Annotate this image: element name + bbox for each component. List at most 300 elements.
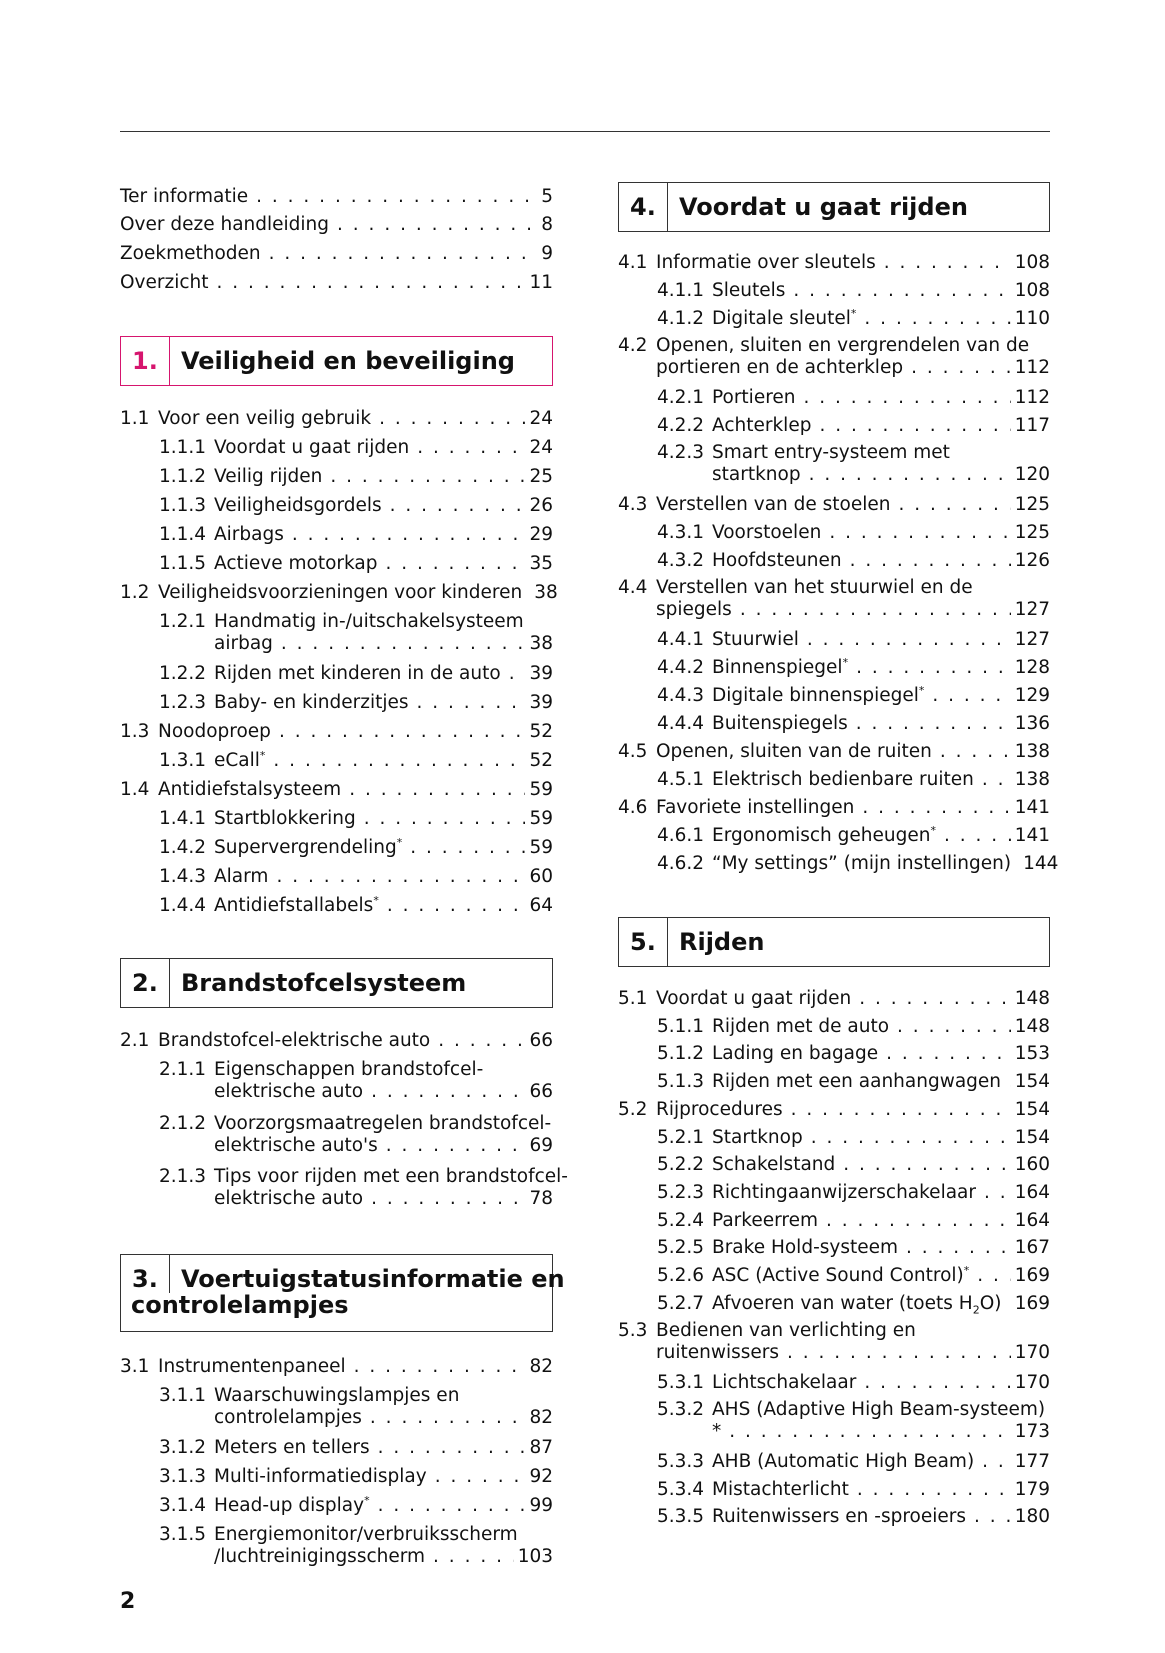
toc-entry-title: Ter informatie <box>120 186 249 207</box>
toc-entry-line <box>120 582 558 604</box>
toc-entry[interactable] <box>120 1466 553 1488</box>
toc-entry-page: 5 <box>541 186 553 207</box>
toc-entry-page: 127 <box>1014 629 1050 650</box>
toc-entry-page: 138 <box>1014 769 1050 790</box>
chapter-number: 4. <box>630 193 656 221</box>
toc-entry-title-text: Antidiefstallabels <box>214 895 374 916</box>
toc-entry-title-text: Alarm <box>214 866 269 887</box>
leader-dots <box>370 1495 526 1517</box>
toc-entry[interactable] <box>618 1127 1050 1149</box>
toc-entry-line <box>618 577 1050 599</box>
chapter-heading-3[interactable] <box>120 1254 565 1332</box>
toc-entry-number: 5.3.2 <box>657 1399 705 1420</box>
toc-entry[interactable] <box>618 1154 1050 1176</box>
toc-entry[interactable] <box>120 866 553 888</box>
toc-entry-title-cont: ruitenwissers <box>656 1342 780 1363</box>
toc-entry-page: 128 <box>1014 657 1050 678</box>
chapter-heading-5[interactable] <box>618 917 1050 967</box>
toc-entry-number: 5.2.5 <box>657 1237 705 1258</box>
toc-entry-title-text: Digitale binnenspiegel <box>712 685 919 706</box>
leader-dots <box>341 779 525 801</box>
leader-dots <box>268 866 525 888</box>
toc-entry-line <box>657 1016 1050 1038</box>
toc-entry-title-text: Handmatig in-/uitschakelsysteem <box>214 611 524 632</box>
toc-entry-line <box>120 1030 553 1052</box>
leader-dots <box>974 769 1011 791</box>
toc-entry[interactable] <box>618 741 1050 763</box>
toc-entry-number: 1.4 <box>120 779 150 800</box>
leader-dots <box>779 1342 1011 1364</box>
leader-dots <box>924 685 1010 707</box>
chapter-number: 2. <box>132 969 158 997</box>
toc-entry-title <box>712 769 974 791</box>
toc-entry-number: 5.3.4 <box>657 1479 705 1500</box>
toc-entry[interactable] <box>120 214 553 236</box>
toc-entry[interactable] <box>618 387 1050 409</box>
toc-entry-number: 4.1.1 <box>657 280 705 301</box>
toc-entry-number: 1.3.1 <box>159 750 207 771</box>
toc-entry-title <box>214 808 356 830</box>
toc-entry-page: 38 <box>534 582 558 603</box>
toc-entry-title <box>712 853 1011 875</box>
toc-entry-title <box>712 825 936 847</box>
toc-entry-title-text: Head-up display <box>214 1495 365 1516</box>
toc-entry-title-text: Smart entry-systeem met <box>712 442 950 463</box>
toc-entry-title-text: Multi-informatiedisplay <box>214 1466 427 1487</box>
leader-dots <box>261 243 538 265</box>
toc-entry-number: 4.2 <box>618 335 648 356</box>
toc-entry-title <box>712 1127 803 1149</box>
footnote-asterisk: * <box>850 306 857 320</box>
toc-entry-number: 1.4.4 <box>159 895 207 916</box>
leader-dots <box>854 797 1010 819</box>
toc-entry-title <box>214 837 402 859</box>
leader-dots <box>848 657 1011 679</box>
toc-entry-number: 4.3.1 <box>657 522 705 543</box>
leader-dots <box>377 553 525 575</box>
toc-entry-title <box>712 1154 835 1176</box>
chapter-number-cell <box>619 183 668 231</box>
footnote-asterisk: * <box>842 655 849 669</box>
leader-dots <box>932 741 1011 763</box>
toc-entry-title-text: Openen, sluiten van de ruiten <box>656 741 932 762</box>
toc-entry-title-cont: elektrische auto <box>214 1188 364 1209</box>
toc-entry[interactable] <box>618 685 1050 707</box>
toc-entry[interactable] <box>618 280 1050 302</box>
toc-entry-title-text: Actieve motorkap <box>214 553 378 574</box>
toc-entry-line <box>618 335 1050 357</box>
toc-entry-title <box>712 1071 1001 1093</box>
toc-entry-title <box>656 494 890 516</box>
toc-entry[interactable] <box>120 663 553 685</box>
toc-entry-title <box>158 1030 430 1052</box>
toc-entry[interactable] <box>618 1237 1050 1259</box>
toc-entry[interactable] <box>618 988 1050 1010</box>
leader-dots <box>821 522 1010 544</box>
leader-dots <box>378 1135 526 1157</box>
toc-entry[interactable] <box>618 769 1050 791</box>
leader-dots <box>732 599 1011 621</box>
toc-entry-number: 2.1 <box>120 1030 150 1051</box>
top-rule <box>120 131 1050 132</box>
leader-dots <box>976 1182 1011 1204</box>
toc-entry-page: 39 <box>529 692 553 713</box>
toc-entry[interactable] <box>120 1059 553 1103</box>
toc-entry-page: 69 <box>529 1135 553 1156</box>
toc-entry-title <box>656 1099 783 1121</box>
toc-entry[interactable] <box>618 1451 1050 1473</box>
toc-entry-title-text: Rijden met de auto <box>712 1016 890 1037</box>
toc-entry-page: 125 <box>1014 522 1050 543</box>
leader-dots <box>721 1421 1010 1443</box>
toc-entry[interactable] <box>618 713 1050 735</box>
leader-dots <box>501 663 526 685</box>
toc-entry[interactable] <box>618 1016 1050 1038</box>
toc-entry-number: 4.5 <box>618 741 648 762</box>
leader-dots <box>848 713 1011 735</box>
toc-entry-line <box>657 825 1050 847</box>
chapter-title <box>181 348 544 374</box>
toc-entry-page: 177 <box>1014 1451 1050 1472</box>
toc-entry-page: 127 <box>1014 599 1050 620</box>
chapter-heading-1[interactable] <box>120 336 553 386</box>
toc-entry[interactable] <box>120 466 553 488</box>
toc-entry[interactable] <box>120 1356 553 1378</box>
chapter-number-cell <box>121 337 170 385</box>
toc-entry-number: 3.1.4 <box>159 1495 207 1516</box>
toc-entry-title-text: Openen, sluiten en vergrendelen van de <box>656 335 1030 356</box>
toc-entry-title <box>158 408 371 430</box>
footnote-asterisk: * <box>373 893 379 907</box>
toc-entry-line <box>657 769 1050 791</box>
toc-entry-page: 59 <box>529 808 553 829</box>
leader-dots <box>409 437 525 459</box>
leader-dots <box>1001 1293 1010 1315</box>
toc-entry[interactable] <box>618 494 1050 516</box>
toc-entry-title-cont: spiegels <box>656 599 732 620</box>
leader-dots <box>363 1188 525 1210</box>
footnote-asterisk: * <box>396 835 403 849</box>
toc-entry[interactable] <box>120 1495 553 1517</box>
toc-entry-line <box>657 1182 1050 1204</box>
toc-entry-number: 1.2.2 <box>159 663 207 684</box>
toc-entry[interactable] <box>618 825 1050 847</box>
footnote-asterisk: * <box>963 1263 970 1277</box>
toc-entry-title <box>712 1265 969 1287</box>
toc-entry[interactable] <box>120 692 553 714</box>
toc-entry-title-text: Richtingaanwijzerschakelaar <box>712 1182 976 1203</box>
toc-entry-title <box>214 1113 551 1135</box>
toc-entry[interactable] <box>618 1043 1050 1065</box>
toc-entry-title-text: Brake Hold-systeem <box>712 1237 899 1258</box>
toc-entry-title: Over deze handleiding <box>120 214 330 235</box>
toc-entry[interactable] <box>120 779 553 801</box>
toc-entry-line <box>657 442 1050 464</box>
toc-entry[interactable] <box>618 1182 1050 1204</box>
leader-dots <box>936 825 1011 847</box>
leader-dots <box>1001 1071 1011 1093</box>
toc-entry-line <box>159 1059 553 1081</box>
toc-entry-title-tail: O) <box>979 1293 1002 1314</box>
toc-entry[interactable] <box>120 524 553 546</box>
chapter-heading-2[interactable] <box>120 958 553 1008</box>
toc-entry-title <box>214 663 501 685</box>
leader-dots <box>878 1043 1011 1065</box>
toc-entry-number: 1.3 <box>120 721 150 742</box>
toc-entry-page: 180 <box>1014 1506 1050 1527</box>
toc-entry-line <box>159 895 553 917</box>
leader-dots <box>425 1546 514 1568</box>
toc-entry-title <box>214 1166 568 1188</box>
toc-entry-title-text: Veiligheidsgordels <box>214 495 382 516</box>
subscript: 2 <box>972 1303 980 1317</box>
toc-entry[interactable] <box>120 1113 553 1157</box>
toc-entry-number: 1.1.2 <box>159 466 207 487</box>
footnote-asterisk: * <box>918 683 925 697</box>
toc-entry[interactable] <box>120 721 553 743</box>
toc-entry[interactable] <box>618 442 1050 486</box>
toc-entry-page: 82 <box>529 1356 553 1377</box>
toc-entry-title <box>712 550 842 572</box>
toc-entry[interactable] <box>618 308 1050 330</box>
toc-entry-line <box>618 741 1050 763</box>
toc-entry-number: 4.4.4 <box>657 713 705 734</box>
toc-entry-number: 3.1.3 <box>159 1466 207 1487</box>
leader-dots <box>889 1016 1011 1038</box>
toc-entry-number: 1.4.2 <box>159 837 207 858</box>
toc-entry[interactable] <box>618 1506 1050 1528</box>
leader-dots <box>851 988 1010 1010</box>
leader-dots <box>522 582 530 604</box>
toc-entry-title <box>656 335 1029 357</box>
toc-entry[interactable] <box>618 1210 1050 1232</box>
toc-entry-title-text: Afvoeren van water (toets H <box>712 1293 973 1314</box>
toc-entry-title-text: Rijden met kinderen in de auto <box>214 663 501 684</box>
toc-entry-title <box>214 866 268 888</box>
toc-entry-line <box>657 685 1050 707</box>
toc-entry-line <box>657 1043 1050 1065</box>
toc-entry[interactable] <box>120 437 553 459</box>
toc-entry-title <box>214 1466 427 1488</box>
toc-entry[interactable] <box>120 553 553 575</box>
toc-entry-number: 5.1.3 <box>657 1071 705 1092</box>
toc-entry-line <box>618 252 1050 274</box>
toc-entry[interactable] <box>120 408 553 430</box>
toc-entry-number: 1.1.1 <box>159 437 207 458</box>
toc-entry-line <box>159 611 553 633</box>
toc-entry-title-text: Supervergrendeling <box>214 837 397 858</box>
toc-entry-page: 92 <box>529 1466 553 1487</box>
toc-entry[interactable] <box>120 750 553 772</box>
toc-entry[interactable] <box>618 1099 1050 1121</box>
leader-dots <box>382 495 526 517</box>
toc-entry-line <box>120 186 553 208</box>
toc-entry-number: 5.2.3 <box>657 1182 705 1203</box>
toc-entry-page: 99 <box>529 1495 553 1516</box>
toc-entry[interactable] <box>120 611 553 655</box>
toc-entry-title: Overzicht <box>120 272 209 293</box>
toc-entry-title <box>712 1506 966 1528</box>
chapter-title <box>131 1265 565 1319</box>
toc-entry-title-text: Antidiefstalsysteem <box>158 779 342 800</box>
toc-entry[interactable] <box>618 335 1050 379</box>
toc-entry-title <box>712 442 950 464</box>
toc-entry[interactable] <box>618 1399 1050 1443</box>
toc-entry-line <box>657 1293 1050 1315</box>
toc-entry-line <box>618 599 1050 621</box>
toc-entry-number: 5.2 <box>618 1099 648 1120</box>
toc-entry[interactable] <box>618 853 1059 875</box>
toc-entry-page: 112 <box>1014 357 1050 378</box>
toc-entry-title <box>712 1016 889 1038</box>
toc-entry[interactable] <box>120 808 553 830</box>
toc-entry-number: 2.1.1 <box>159 1059 207 1080</box>
chapter-title-line: Voordat u gaat rijden <box>679 193 968 221</box>
toc-entry-title-cont: /luchtreinigingsscherm <box>214 1546 426 1567</box>
toc-entry-number: 4.3.2 <box>657 550 705 571</box>
toc-entry-page: 39 <box>529 663 553 684</box>
toc-entry-number: 1.2.1 <box>159 611 207 632</box>
toc-entry-number: 1.2.3 <box>159 692 207 713</box>
toc-entry[interactable] <box>120 186 553 208</box>
toc-entry-number: 3.1 <box>120 1356 150 1377</box>
toc-entry-number: 2.1.2 <box>159 1113 207 1134</box>
toc-entry-title-text: Stuurwiel <box>712 629 799 650</box>
toc-entry-title-text: Noodoproep <box>158 721 271 742</box>
toc-entry[interactable] <box>618 629 1050 651</box>
toc-entry-title-cont: airbag <box>214 633 273 654</box>
toc-entry[interactable] <box>618 797 1050 819</box>
toc-entry-title-cont: portieren en de achterklep <box>656 357 904 378</box>
toc-entry-title <box>214 495 382 517</box>
toc-entry[interactable] <box>618 522 1050 544</box>
toc-entry[interactable] <box>120 272 553 294</box>
chapter-title-line: controlelampjes <box>131 1291 349 1319</box>
toc-entry-page: 117 <box>1014 415 1050 436</box>
toc-entry-number: 4.5.1 <box>657 769 705 790</box>
toc-entry-title-text: Hoofdsteunen <box>712 550 842 571</box>
toc-entry-number: 3.1.1 <box>159 1385 207 1406</box>
toc-entry-title <box>656 577 973 599</box>
leader-dots <box>835 1154 1010 1176</box>
toc-entry-line <box>159 1437 553 1459</box>
toc-entry-title <box>656 988 851 1010</box>
leader-dots <box>346 1356 526 1378</box>
toc-entry-title-text: Binnenspiegel <box>712 657 843 678</box>
toc-entry-title <box>158 1356 346 1378</box>
toc-entry-number: 1.1.5 <box>159 553 207 574</box>
toc-entry[interactable] <box>120 837 553 859</box>
toc-entry-title-text: Eigenschappen brandstofcel- <box>214 1059 484 1080</box>
toc-entry[interactable] <box>120 1437 553 1459</box>
toc-entry-title-text: Bedienen van verlichting en <box>656 1320 916 1341</box>
toc-entry[interactable] <box>618 415 1050 437</box>
toc-entry-title <box>712 1293 1001 1315</box>
toc-entry[interactable] <box>618 1071 1050 1093</box>
leader-dots <box>969 1265 1010 1287</box>
toc-entry-page: 29 <box>529 524 553 545</box>
leader-dots <box>856 308 1010 330</box>
chapter-title-line: Veiligheid en beveiliging <box>181 347 515 375</box>
toc-entry-title-cont: elektrische auto <box>214 1081 364 1102</box>
toc-entry-page: 154 <box>1014 1127 1050 1148</box>
leader-dots <box>849 1479 1011 1501</box>
toc-entry-number: 5.3.3 <box>657 1451 705 1472</box>
toc-entry[interactable] <box>120 1030 553 1052</box>
toc-entry[interactable] <box>120 1385 553 1429</box>
toc-entry-line <box>657 1210 1050 1232</box>
toc-entry[interactable] <box>618 550 1050 572</box>
chapter-title <box>679 194 1041 220</box>
toc-entry-number: 4.6 <box>618 797 648 818</box>
toc-entry[interactable] <box>618 1372 1050 1394</box>
leader-dots <box>356 808 526 830</box>
toc-entry-title-text: Buitenspiegels <box>712 713 848 734</box>
toc-entry-line <box>120 214 553 236</box>
toc-entry-page: 179 <box>1014 1479 1050 1500</box>
toc-entry-line <box>120 243 553 265</box>
toc-entry[interactable] <box>120 1166 568 1210</box>
toc-entry-title-text: Waarschuwingslampjes en <box>214 1385 460 1406</box>
toc-entry-title-text: Startblokkering <box>214 808 356 829</box>
toc-entry-line <box>120 779 553 801</box>
leader-dots <box>903 357 1011 379</box>
toc-entry[interactable] <box>618 1293 1050 1315</box>
toc-entry[interactable] <box>618 252 1050 274</box>
footnote-asterisk: * <box>364 1493 370 1507</box>
toc-entry-title <box>214 553 377 575</box>
toc-entry[interactable] <box>120 243 553 265</box>
page-number: 2 <box>120 1589 136 1614</box>
toc-entry-title <box>712 387 796 409</box>
toc-entry[interactable] <box>120 495 553 517</box>
toc-entry-line <box>657 280 1050 302</box>
toc-entry[interactable] <box>120 1524 553 1568</box>
toc-entry-page: 108 <box>1014 252 1050 273</box>
toc-entry-page: 110 <box>1014 308 1050 329</box>
toc-entry-title-text: Lichtschakelaar <box>712 1372 857 1393</box>
leader-dots <box>856 1372 1010 1394</box>
toc-entry-line <box>159 633 553 655</box>
toc-entry-line <box>159 808 553 830</box>
toc-entry-line <box>618 797 1050 819</box>
toc-entry-title <box>712 522 821 544</box>
toc-entry-title <box>712 1237 898 1259</box>
toc-entry[interactable] <box>618 1265 1050 1287</box>
chapter-title <box>181 970 544 996</box>
toc-entry[interactable] <box>618 1320 1050 1364</box>
toc-entry-title <box>712 415 811 437</box>
toc-entry[interactable] <box>120 582 558 604</box>
toc-entry-number: 5.3.5 <box>657 1506 705 1527</box>
toc-entry[interactable] <box>618 1479 1050 1501</box>
chapter-title-line: Brandstofcelsysteem <box>181 969 467 997</box>
toc-entry-title-text: Baby- en kinderzitjes <box>214 692 409 713</box>
toc-entry-number: 5.2.7 <box>657 1293 705 1314</box>
toc-entry-number: 5.2.6 <box>657 1265 705 1286</box>
toc-entry-line <box>657 713 1050 735</box>
leader-dots <box>803 1127 1011 1149</box>
toc-entry-title <box>712 657 848 679</box>
toc-entry-page: 52 <box>529 721 553 742</box>
toc-entry[interactable] <box>120 895 553 917</box>
toc-entry-number: 4.4.1 <box>657 629 705 650</box>
toc-entry[interactable] <box>618 577 1050 621</box>
chapter-heading-4[interactable] <box>618 182 1050 232</box>
toc-entry[interactable] <box>618 657 1050 679</box>
toc-entry-line <box>657 1071 1050 1093</box>
toc-entry-title <box>214 895 379 917</box>
